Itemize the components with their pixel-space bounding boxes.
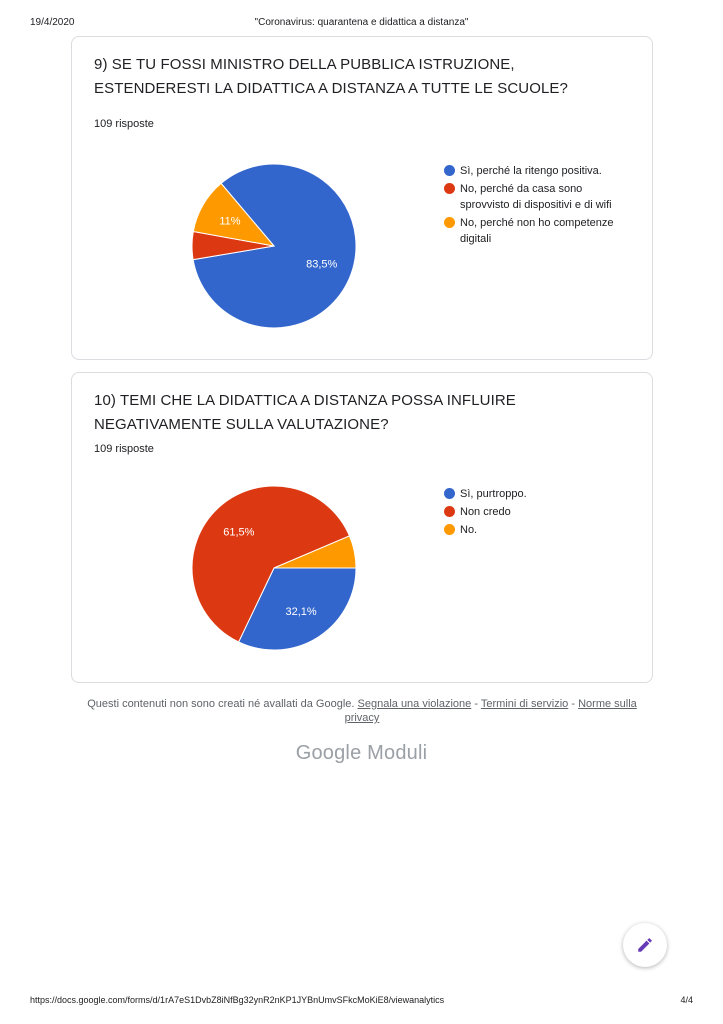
edit-button[interactable] [623,923,667,967]
page-url: https://docs.google.com/forms/d/1rA7eS1DvbZ8iNfBg32ynR2nKP1JYBnUmvSFkcMoKiE8/viewanalytics [30,995,445,1005]
legend-dot [444,217,455,228]
question-card-10 [71,372,653,683]
legend-dot [444,488,455,499]
pie-chart [192,486,358,652]
legend-label: No, perché non ho competenze digitali [460,217,614,245]
legend-item[interactable] [444,522,624,538]
legend-label: No, perché da casa sono sprovvisto di dispositivi e di wifi [460,183,612,211]
slice-label: 11% [219,215,241,228]
legend-dot [444,165,455,176]
legend-item[interactable] [444,504,624,520]
legend-label: Non credo [460,506,511,518]
legend-label: Sì, perché la ritengo positiva. [460,165,602,177]
question-title: 10) TEMI CHE LA DIDATTICA A DISTANZA POSSA INFLUIRE NEGATIVAMENTE SULLA VALUTAZIONE? [94,392,516,433]
legend [444,163,624,249]
slice-label: 83,5% [306,258,338,271]
separator: - [571,698,576,710]
question-title: 9) SE TU FOSSI MINISTRO DELLA PUBBLICA ISTRUZIONE, ESTENDERESTI LA DIDATTICA A DISTANZA A TUTTE LE SCUOLE? [94,56,568,97]
separator: - [474,698,479,710]
logo-google: Google [295,742,362,764]
google-forms-logo[interactable] [0,742,723,765]
legend-item[interactable] [444,215,624,247]
legend-dot [444,524,455,535]
slice-label: 61,5% [223,526,255,539]
legend-label: Sì, purtroppo. [460,488,527,500]
report-abuse-link[interactable]: Segnala una violazione [357,698,472,710]
terms-link[interactable]: Termini di servizio [480,698,569,710]
response-count: 109 risposte [94,118,154,130]
legend-item[interactable] [444,181,624,213]
print-title: "Coronavirus: quarantena e didattica a distanza" [254,17,469,28]
legend-label: No. [460,524,478,536]
privacy-link[interactable]: Norme sulla privacy [344,698,637,724]
legend-dot [444,183,455,194]
legend [444,486,624,540]
response-count: 109 risposte [94,443,154,455]
legend-item[interactable] [444,486,624,502]
legend-item[interactable] [444,163,624,179]
slice-label: 32,1% [285,606,317,619]
logo-product: Moduli [367,742,428,764]
pie-chart [192,164,358,330]
print-date: 19/4/2020 [30,17,75,28]
legend-dot [444,506,455,517]
disclaimer-text: Questi contenuti non sono creati né avallati da Google. [87,698,355,710]
question-card-9 [71,36,653,360]
pencil-icon [636,936,654,954]
footer-disclaimer [71,697,653,725]
page-number: 4/4 [680,995,693,1005]
